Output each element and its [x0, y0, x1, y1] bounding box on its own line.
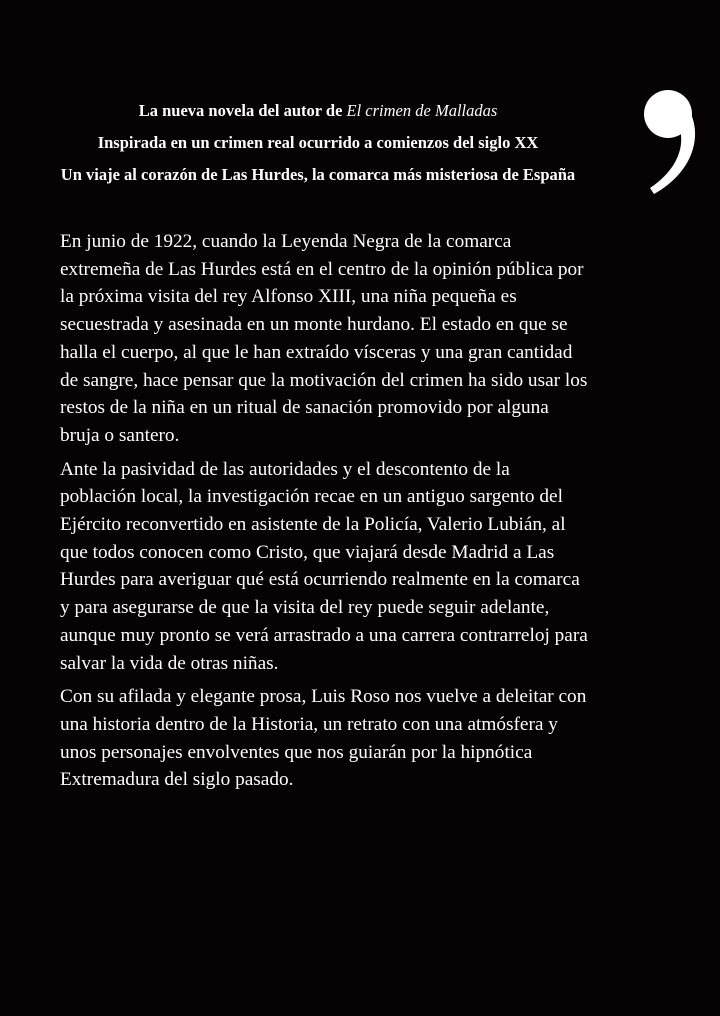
- synopsis-paragraph-1: En junio de 1922, cuando la Leyenda Negra de la comarca extremeña de Las Hurdes está en el centro de la opinión pública por la próxima visita del rey Alfonso XIII, una niña pequeña es secuestrada y asesinada en un monte hurdano. El estado en que se halla el cuerpo, al que le han extraído vísceras y una gran cantidad de sangre, hace pensar que la motivación del crimen ha sido usar los restos de la niña en un ritual de sanación promovido por alguna bruja o santero.: [60, 231, 588, 446]
- headline-author-prefix: La nueva novela del autor de: [138, 101, 347, 120]
- previous-novel-title: El crimen de Malladas: [346, 101, 498, 120]
- headline-inspiration: Inspirada en un crimen real ocurrido a comienzos del siglo XX: [97, 133, 539, 152]
- synopsis-paragraph-3: Con su afilada y elegante prosa, Luis Roso nos vuelve a deleitar con una historia dentro de la Historia, un retrato con una atmósfera y unos personajes envolventes que nos guiarán por la hipnótica Extremadura del siglo pasado.: [60, 686, 587, 791]
- comma-logo-icon: [640, 84, 712, 196]
- headline-author: [48, 101, 588, 120]
- synopsis: [60, 228, 590, 800]
- synopsis-paragraph-2: Ante la pasividad de las autoridades y el descontento de la población local, la investigación recae en un antiguo sargento del Ejército reconvertido en asistente de la Policía, Valerio Lubián, al que todos conocen como Cristo, que viajará desde Madrid a Las Hurdes para averiguar qué está ocurriendo realmente en la comarca y para asegurarse de que la visita del rey puede seguir adelante, aunque muy pronto se verá arrastrado a una carrera contrarreloj para salvar la vida de otras niñas.: [60, 458, 588, 674]
- headlines: [48, 101, 588, 197]
- headline-journey: Un viaje al corazón de Las Hurdes, la comarca más misteriosa de España: [60, 165, 576, 184]
